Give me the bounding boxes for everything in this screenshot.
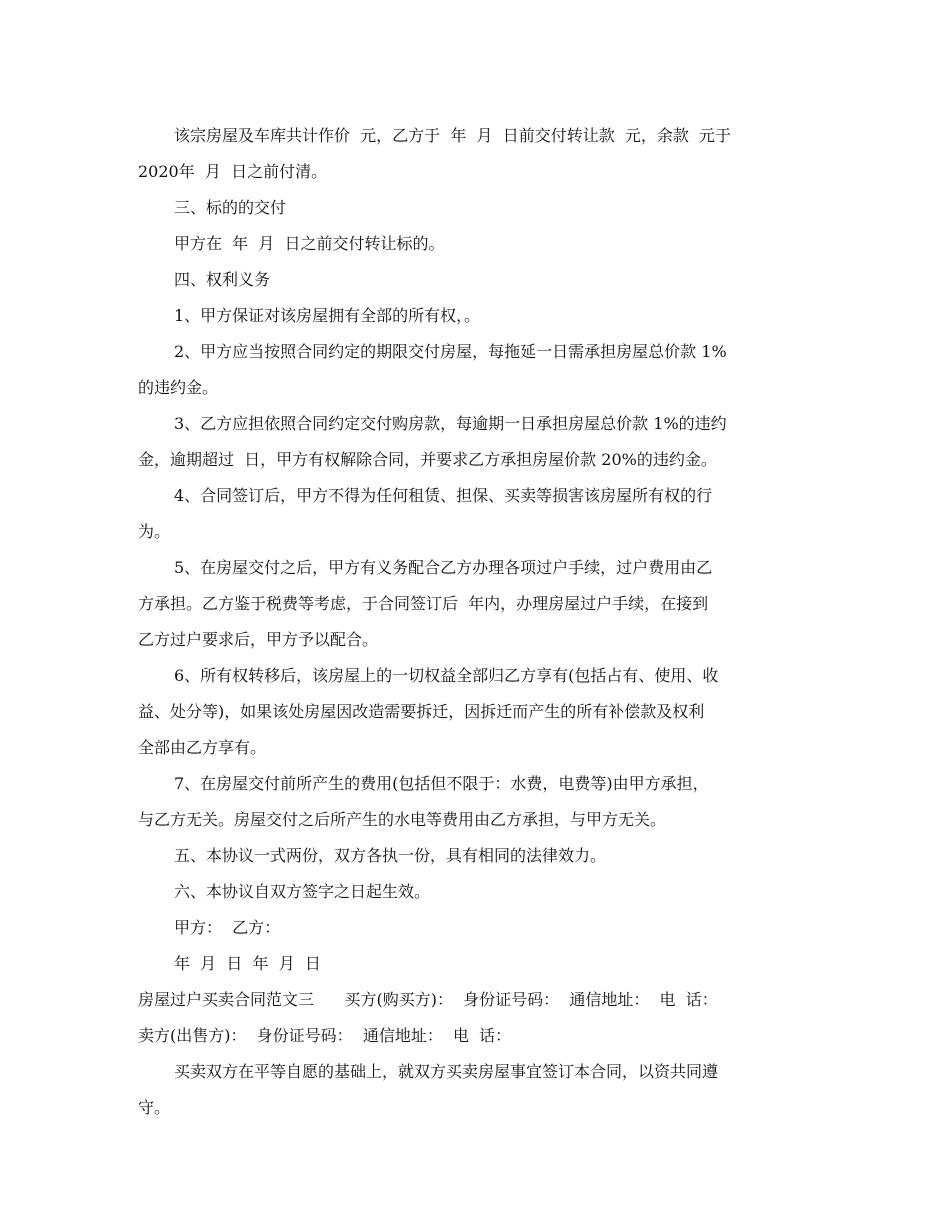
clause-line: 全部由乙方享有。: [138, 738, 267, 757]
clause-line: 3、乙方应担依照合同约定交付购房款，每逾期一日承担房屋总价款 1%的违约: [174, 414, 727, 433]
paragraph-line: 五、本协议一式两份，双方各执一份，具有相同的法律效力。: [174, 846, 607, 865]
paragraph-line: 该宗房屋及车库共计作价 元，乙方于 年 月 日前交付转让款 元，余款 元于: [174, 126, 732, 145]
seller-info-line: 卖方(出售方)： 身份证号码： 通信地址： 电 话：: [138, 1026, 512, 1045]
signature-line: 甲方： 乙方：: [174, 918, 281, 937]
clause-line: 1、甲方保证对该房屋拥有全部的所有权，。: [174, 306, 481, 325]
paragraph-line: 2020年 月 日之前付清。: [138, 162, 328, 181]
clause-line: 与乙方无关。房屋交付之后所产生的水电等费用由乙方承担，与甲方无关。: [138, 810, 667, 829]
contract-title-line: 房屋过户买卖合同范文三 买方(购买方)： 身份证号码： 通信地址： 电 话：: [138, 990, 718, 1009]
paragraph-line: 甲方在 年 月 日之前交付转让标的。: [174, 234, 445, 253]
date-line: 年 月 日 年 月 日: [174, 954, 321, 973]
clause-line: 2、甲方应当按照合同约定的期限交付房屋，每拖延一日需承担房屋总价款 1%: [174, 342, 727, 361]
clause-line: 4、合同签订后，甲方不得为任何租赁、担保、买卖等损害该房屋所有权的行: [174, 486, 713, 505]
paragraph-line: 买卖双方在平等自愿的基础上，就双方买卖房屋事宜签订本合同，以资共同遵: [174, 1062, 719, 1081]
clause-line: 6、所有权转移后，该房屋上的一切权益全部归乙方享有(包括占有、使用、收: [174, 666, 719, 685]
clause-line: 为。: [138, 522, 171, 541]
paragraph-line: 守。: [138, 1098, 171, 1117]
clause-line: 乙方过户要求后，甲方予以配合。: [138, 630, 379, 649]
clause-line: 7、在房屋交付前所产生的费用(包括但不限于：水费，电费等)由甲方承担，: [174, 774, 709, 793]
clause-line: 方承担。乙方鉴于税费等考虑，于合同签订后 年内，办理房屋过户手续，在接到: [138, 594, 709, 613]
section-heading: 三、标的的交付: [174, 198, 287, 217]
clause-line: 益、处分等)，如果该处房屋因改造需要拆迁，因拆迁而产生的所有补偿款及权利: [138, 702, 705, 721]
section-heading: 四、权利义务: [174, 270, 271, 289]
document-body: [138, 118, 818, 1126]
paragraph-line: 六、本协议自双方签字之日起生效。: [174, 882, 431, 901]
clause-line: 的违约金。: [138, 378, 219, 397]
clause-line: 金，逾期超过 日，甲方有权解除合同，并要求乙方承担房屋价款 20%的违约金。: [138, 450, 717, 469]
clause-line: 5、在房屋交付之后，甲方有义务配合乙方办理各项过户手续，过户费用由乙: [174, 558, 713, 577]
